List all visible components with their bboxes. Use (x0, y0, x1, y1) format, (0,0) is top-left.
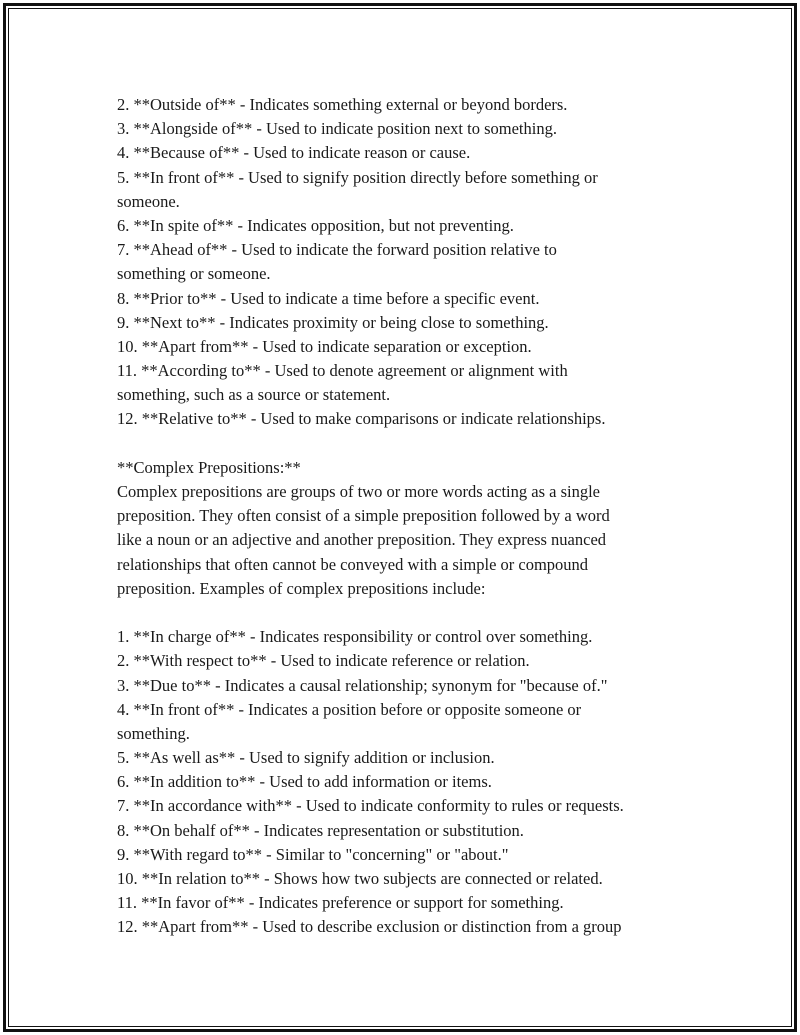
text-line: preposition. They often consist of a simple preposition followed by a word (117, 506, 610, 526)
text-line: 7. **In accordance with** - Used to indicate conformity to rules or requests. (117, 796, 624, 816)
text-line: 6. **In spite of** - Indicates opposition, but not preventing. (117, 215, 514, 235)
text-line: 7. **Ahead of** - Used to indicate the forward position relative to (117, 240, 557, 260)
text-line: 3. **Due to** - Indicates a causal relationship; synonym for "because of." (117, 675, 608, 695)
text-line: 4. **In front of** - Indicates a position before or opposite someone or (117, 699, 582, 719)
blank-line (117, 432, 717, 456)
text-line: 6. **In addition to** - Used to add information or items. (117, 772, 492, 792)
text-line: like a noun or an adjective and another preposition. They express nuanced (117, 530, 607, 550)
text-line: something, such as a source or statement. (117, 385, 391, 405)
text-line: 10. **In relation to** - Shows how two subjects are connected or related. (117, 869, 603, 888)
text-line: 9. **Next to** - Indicates proximity or being close to something. (117, 312, 549, 332)
text-line: 5. **As well as** - Used to signify addition or inclusion. (117, 748, 495, 768)
text-line: 4. **Because of** - Used to indicate reason or cause. (117, 143, 471, 163)
text-line: 3. **Alongside of** - Used to indicate position next to something. (117, 119, 557, 139)
text-line: 10. **Apart from** - Used to indicate separation or exception. (117, 336, 532, 356)
text-line: 9. **With regard to** - Similar to "concerning" or "about." (117, 844, 509, 864)
blank-line (117, 601, 717, 625)
text-line: 1. **In charge of** - Indicates responsibility or control over something. (117, 627, 593, 647)
text-line: 5. **In front of** - Used to signify position directly before something or (117, 167, 598, 187)
text-line: 8. **On behalf of** - Indicates representation or substitution. (117, 820, 524, 840)
text-line: 8. **Prior to** - Used to indicate a time before a specific event. (117, 288, 540, 308)
text-line: 11. **In favor of** - Indicates preference or support for something. (117, 893, 564, 913)
text-line: 11. **According to** - Used to denote agreement or alignment with (117, 361, 568, 381)
text-line: 2. **With respect to** - Used to indicate reference or relation. (117, 651, 530, 671)
text-line: relationships that often cannot be conveyed with a simple or compound (117, 554, 589, 574)
text-line: 2. **Outside of** - Indicates something external or beyond borders. (117, 95, 568, 114)
text-line: preposition. Examples of complex prepositions include: (117, 578, 486, 598)
text-line: someone. (117, 191, 180, 211)
text-line: something. (117, 723, 190, 743)
text-line: something or someone. (117, 264, 271, 284)
document-body (117, 93, 717, 940)
text-line: 12. **Relative to** - Used to make comparisons or indicate relationships. (117, 409, 606, 429)
text-line: **Complex Prepositions:** (117, 457, 301, 477)
text-line: Complex prepositions are groups of two or more words acting as a single (117, 482, 600, 501)
text-line: 12. **Apart from** - Used to describe exclusion or distinction from a group (117, 917, 622, 937)
